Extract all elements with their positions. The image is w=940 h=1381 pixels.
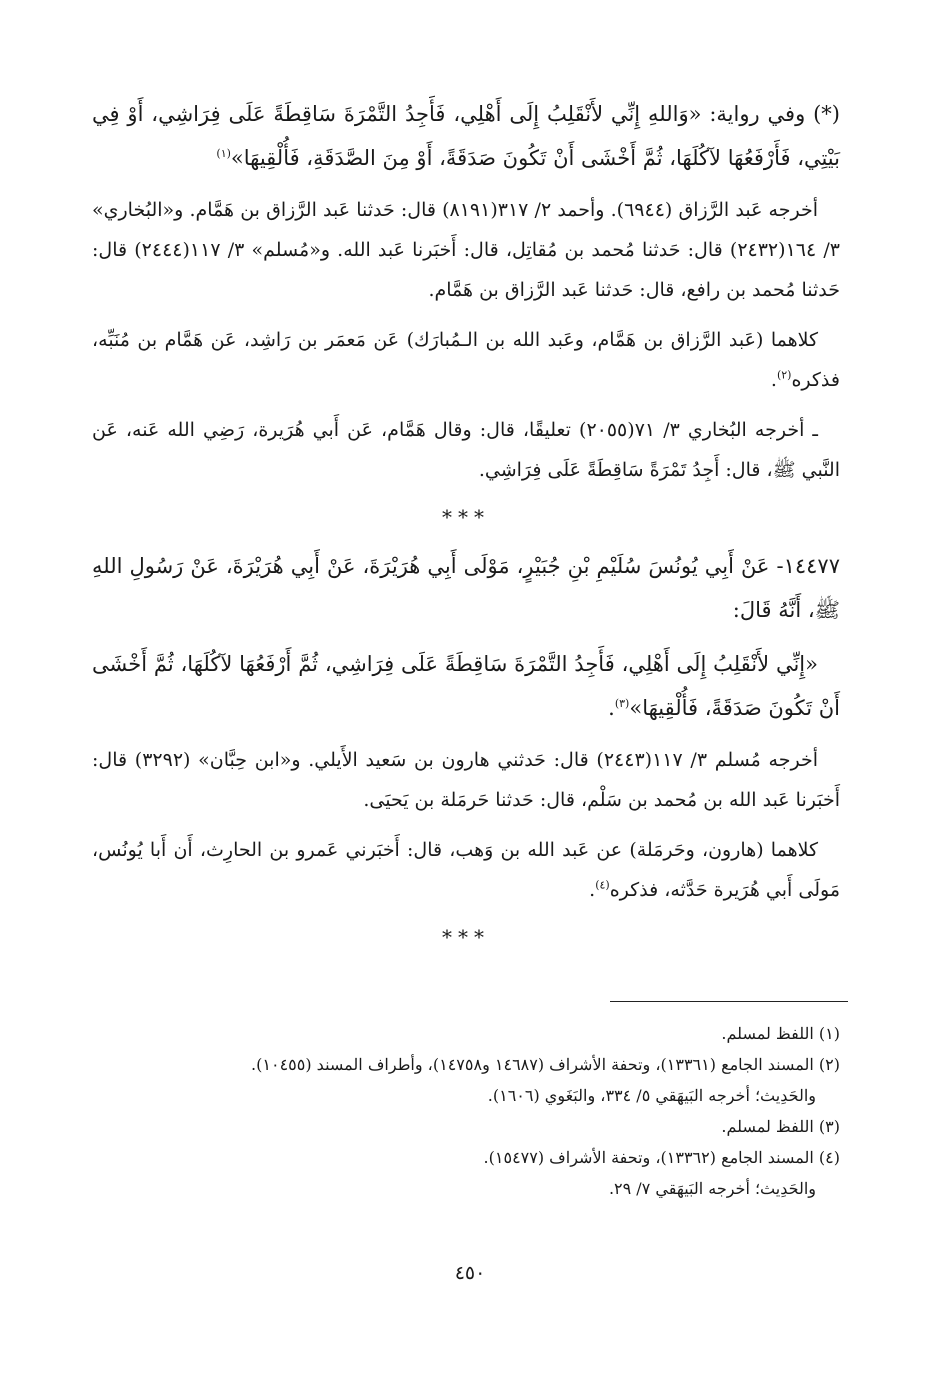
hadith-matn-tail: . — [608, 696, 615, 720]
footnote-2-continuation: والحَدِيث؛ أخرجه البَيهَقي ٥/ ٣٣٤، والبَغَوي (١٦٠٦). — [487, 1086, 816, 1105]
takhrij-paragraph-2-text: كلاهما (عَبد الرَّزاق بن هَمَّام، وعَبد الله بن الـمُبارَك) عَن مَعمَر بن رَاشِد، عَن هَمَّام بن مُنَبِّه، فذكره — [92, 329, 840, 391]
footnote-ref-3: (٣) — [614, 697, 630, 710]
variant-narration-text: (*) وفي رواية: «وَاللهِ إِنِّي لأَنْقَلِبُ إِلَى أَهْلِي، فَأَجِدُ التَّمْرَةَ سَاقِطَةً عَلَى فِرَاشِي، أَوْ فِي بَيْتِي، فَأَرْفَعُهَا لآكُلَهَا، ثُمَّ أَخْشَى أَنْ تَكُونَ صَدَقَةً، أَوْ مِنَ الصَّدَقَةِ، فَأُلْقِيهَا» — [92, 102, 840, 170]
page-body — [92, 92, 840, 964]
takhrij-paragraph-3-text: ـ أخرجه البُخاري ٣/ ٧١(٢٠٥٥) تعليقًا، قال: وقال هَمَّام، عَن أَبي هُرَيرة، رَضِي الله عَنه، عَن النَّبي ﷺ، قال: أَجِدُ تَمْرَةً سَاقِطَةً عَلَى فِرَاشِي. — [92, 419, 840, 481]
footnote-4: (٤) المسند الجامع (١٣٣٦٢)، وتحفة الأشراف (١٥٤٧٧). — [483, 1148, 840, 1167]
takhrij-paragraph-2-tail: . — [770, 369, 777, 391]
page-number: ٤٥٠ — [454, 1262, 486, 1284]
footnote-ref-1: (١) — [216, 147, 231, 160]
takhrij-paragraph-5-text: كلاهما (هارون، وحَرمَلة) عن عَبد الله بن وَهب، قال: أَخبَرني عَمرو بن الحارِث، أَن أَبا يُونُس، مَولَى أَبي هُرَيرة حَدَّثه، فذكره — [92, 839, 840, 901]
takhrij-paragraph-1 — [92, 190, 840, 310]
footnote-3: (٣) اللفظ لمسلم. — [721, 1117, 840, 1136]
footnote-ref-2: (٢) — [776, 368, 792, 382]
footnote-divider — [610, 1001, 848, 1002]
takhrij-paragraph-5 — [92, 830, 840, 910]
hadith-isnad — [92, 544, 840, 632]
variant-narration — [92, 92, 840, 180]
hadith-matn-text: «إِنِّي لأَنْقَلِبُ إِلَى أَهْلِي، فَأَجِدُ التَّمْرَةَ سَاقِطَةً عَلَى فِرَاشِي، ثُمَّ أَرْفَعُهَا لآكُلَهَا، ثُمَّ أَخْشَى أَنْ تَكُونَ صَدَقَةً، فَأُلْقِيهَا» — [92, 652, 840, 720]
section-separator: *** — [442, 925, 490, 949]
hadith-matn — [92, 642, 840, 730]
takhrij-paragraph-2 — [92, 320, 840, 400]
takhrij-paragraph-5-tail: . — [589, 879, 596, 901]
footnote-4-continuation: والحَدِيث؛ أخرجه البَيهَقي ٧/ ٢٩. — [608, 1179, 816, 1198]
hadith-isnad-text: ١٤٤٧٧- عَنْ أَبِي يُونُسَ سُلَيْمِ بْنِ جُبَيْرٍ، مَوْلَى أَبِي هُرَيْرَةَ، عَنْ أَبِي هُرَيْرَةَ، عَنْ رَسُولِ اللهِ ﷺ، أَنَّهُ قَالَ: — [92, 554, 840, 622]
footnote-1: (١) اللفظ لمسلم. — [721, 1024, 840, 1043]
footnotes — [92, 1018, 840, 1204]
footnote-ref-4: (٤) — [595, 878, 610, 892]
takhrij-paragraph-1-text: أخرجه عَبد الرَّزاق (٦٩٤٤). وأحمد ٢/ ٣١٧(٨١٩١) قال: حَدثنا عَبد الرَّزاق بن هَمَّام. و«البُخاري» ٣/ ١٦٤(٢٤٣٢) قال: حَدثنا مُحمد بن مُقاتِل، قال: أَخبَرنا عَبد الله. و«مُسلم» ٣/ ١١٧(٢٤٤٤) قال: حَدثنا مُحمد بن رافع، قال: حَدثنا عَبد الرَّزاق بن هَمَّام. — [92, 199, 840, 301]
footnote-2: (٢) المسند الجامع (١٣٣٦١)، وتحفة الأشراف (١٤٦٨٧ و١٤٧٥٨)، وأطراف المسند (١٠٤٥٥). — [251, 1055, 840, 1074]
takhrij-paragraph-4-text: أخرجه مُسلم ٣/ ١١٧(٢٤٤٣) قال: حَدثني هارون بن سَعيد الأَيلي. و«ابن حِبَّان» (٣٢٩٢) قال: أَخبَرنا عَبد الله بن مُحمد بن سَلْم، قال: حَدثنا حَرمَلة بن يَحيَى. — [92, 749, 840, 811]
takhrij-paragraph-3 — [92, 410, 840, 490]
takhrij-paragraph-4 — [92, 740, 840, 820]
section-separator: *** — [442, 505, 490, 529]
